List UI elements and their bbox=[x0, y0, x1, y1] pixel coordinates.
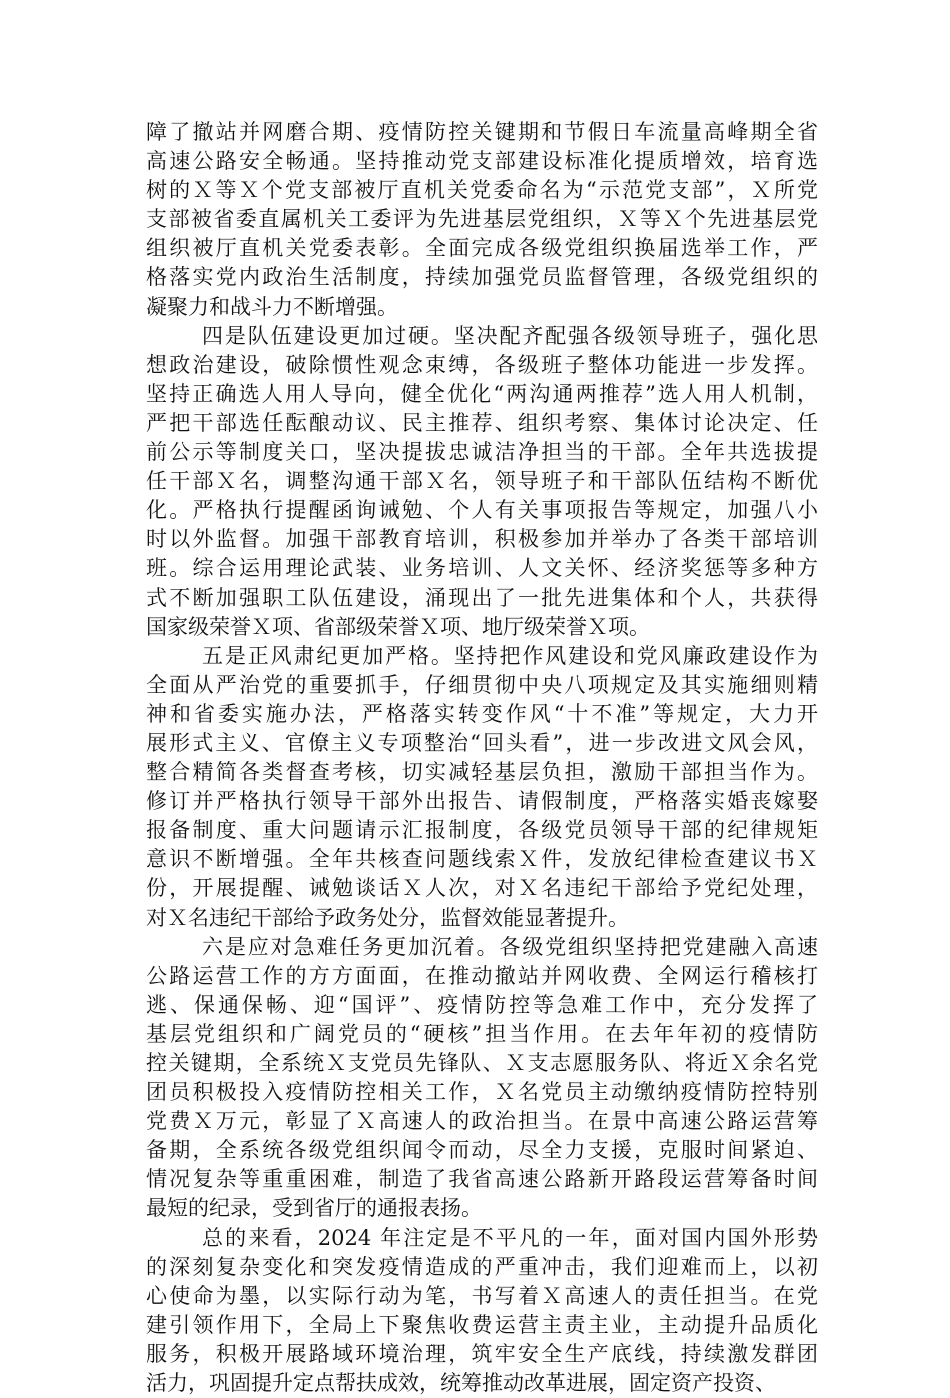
text-line: 神和省委实施办法，严格落实转变作风“十不准”等规定，大力开 bbox=[146, 701, 818, 726]
text-line: 高速公路安全畅通。坚持推动党支部建设标准化提质增效，培育选 bbox=[146, 149, 818, 174]
text-line: 的深刻复杂变化和突发疫情造成的严重冲击，我们迎难而上，以初 bbox=[146, 1254, 818, 1279]
paragraph bbox=[146, 1224, 818, 1398]
document-body bbox=[146, 118, 818, 1398]
text-line: 想政治建设，破除惯性观念束缚，各级班子整体功能进一步发挥。 bbox=[146, 352, 818, 377]
text-line: 活力，巩固提升定点帮扶成效，统筹推动改革进展，固定资产投资、 bbox=[146, 1371, 776, 1396]
text-line: 心使命为墨，以实际行动为笔，书写着Ｘ高速人的责任担当。在党 bbox=[146, 1283, 818, 1308]
text-line: 四是队伍建设更加过硬。坚决配齐配强各级领导班子，强化思 bbox=[202, 323, 818, 348]
text-line: 修订并严格执行领导干部外出报告、请假制度，严格落实婚丧嫁娶 bbox=[146, 789, 818, 814]
text-line: 整合精简各类督查考核，切实减轻基层负担，激励干部担当作为。 bbox=[146, 760, 818, 785]
text-line: 对Ｘ名违纪干部给予政务处分，监督效能显著提升。 bbox=[146, 905, 629, 930]
paragraph bbox=[146, 118, 818, 322]
text-line: 六是应对急难任务更加沉着。各级党组织坚持把党建融入高速 bbox=[202, 934, 818, 959]
text-line: 份，开展提醒、诫勉谈话Ｘ人次，对Ｘ名违纪干部给予党纪处理， bbox=[146, 876, 818, 901]
paragraph bbox=[146, 322, 818, 642]
text-line: 五是正风肃纪更加严格。坚持把作风建设和党风廉政建设作为 bbox=[202, 643, 818, 668]
paragraph bbox=[146, 642, 818, 933]
text-line: 报备制度、重大问题请示汇报制度，各级党员领导干部的纪律规矩 bbox=[146, 818, 818, 843]
text-line: 情况复杂等重重困难，制造了我省高速公路新开路段运营筹备时间 bbox=[146, 1167, 818, 1192]
text-line: 公路运营工作的方方面面，在推动撤站并网收费、全网运行稽核打 bbox=[146, 963, 818, 988]
paragraph bbox=[146, 933, 818, 1224]
text-line: 控关键期，全系统Ｘ支党员先锋队、Ｘ支志愿服务队、将近Ｘ余名党 bbox=[146, 1051, 818, 1075]
text-line: 障了撤站并网磨合期、疫情防控关键期和节假日车流量高峰期全省 bbox=[146, 120, 818, 144]
text-line: 前公示等制度关口，坚决提拔忠诚洁净担当的干部。全年共选拔提 bbox=[146, 440, 818, 465]
text-line: 时以外监督。加强干部教育培训，积极参加并举办了各类干部培训 bbox=[146, 527, 818, 552]
text-line: 式不断加强职工队伍建设，涌现出了一批先进集体和个人，共获得 bbox=[146, 585, 818, 610]
text-line: 全面从严治党的重要抓手，仔细贯彻中央八项规定及其实施细则精 bbox=[146, 672, 818, 697]
text-line: 国家级荣誉Ｘ项、省部级荣誉Ｘ项、地厅级荣誉Ｘ项。 bbox=[146, 614, 650, 639]
text-line: 建引领作用下，全局上下聚焦收费运营主责主业，主动提升品质化 bbox=[146, 1312, 818, 1337]
text-line: 基层党组织和广阔党员的“硬核”担当作用。在去年年初的疫情防 bbox=[146, 1021, 818, 1046]
text-line: 凝聚力和战斗力不断增强。 bbox=[146, 294, 398, 319]
text-line: 化。严格执行提醒函询诫勉、个人有关事项报告等规定，加强八小 bbox=[146, 498, 818, 523]
text-line: 最短的纪录，受到省厅的通报表扬。 bbox=[146, 1196, 482, 1221]
text-line: 展形式主义、官僚主义专项整治“回头看”，进一步改进文风会风， bbox=[146, 730, 818, 755]
text-line: 坚持正确选人用人导向，健全优化“两沟通两推荐”选人用人机制， bbox=[146, 381, 818, 406]
text-line: 党费Ｘ万元，彰显了Ｘ高速人的政治担当。在景中高速公路运营筹 bbox=[146, 1109, 818, 1134]
text-line: 总的来看，2024 年注定是不平凡的一年，面对国内国外形势 bbox=[202, 1225, 818, 1250]
text-line: 严把干部选任酝酿动议、民主推荐、组织考察、集体讨论决定、任 bbox=[146, 410, 818, 435]
text-line: 班。综合运用理论武装、业务培训、人文关怀、经济奖惩等多种方 bbox=[146, 556, 818, 581]
text-line: 备期，全系统各级党组织闻令而动，尽全力支援，克服时间紧迫、 bbox=[146, 1138, 818, 1163]
text-line: 树的Ｘ等Ｘ个党支部被厅直机关党委命名为“示范党支部”，Ｘ所党 bbox=[146, 178, 818, 203]
text-line: 服务，积极开展路域环境治理，筑牢安全生产底线，持续激发群团 bbox=[146, 1341, 818, 1366]
text-line: 组织被厅直机关党委表彰。全面完成各级党组织换届选举工作，严 bbox=[146, 236, 818, 261]
text-line: 支部被省委直属机关工委评为先进基层党组织，Ｘ等Ｘ个先进基层党 bbox=[146, 207, 818, 232]
text-line: 格落实党内政治生活制度，持续加强党员监督管理，各级党组织的 bbox=[146, 265, 818, 290]
text-line: 逃、保通保畅、迎“国评”、疫情防控等急难工作中，充分发挥了 bbox=[146, 992, 818, 1017]
text-line: 团员积极投入疫情防控相关工作，Ｘ名党员主动缴纳疫情防控特别 bbox=[146, 1080, 818, 1105]
text-line: 任干部Ｘ名，调整沟通干部Ｘ名，领导班子和干部队伍结构不断优 bbox=[146, 469, 818, 494]
text-line: 意识不断增强。全年共核查问题线索Ｘ件，发放纪律检查建议书Ｘ bbox=[146, 847, 818, 872]
